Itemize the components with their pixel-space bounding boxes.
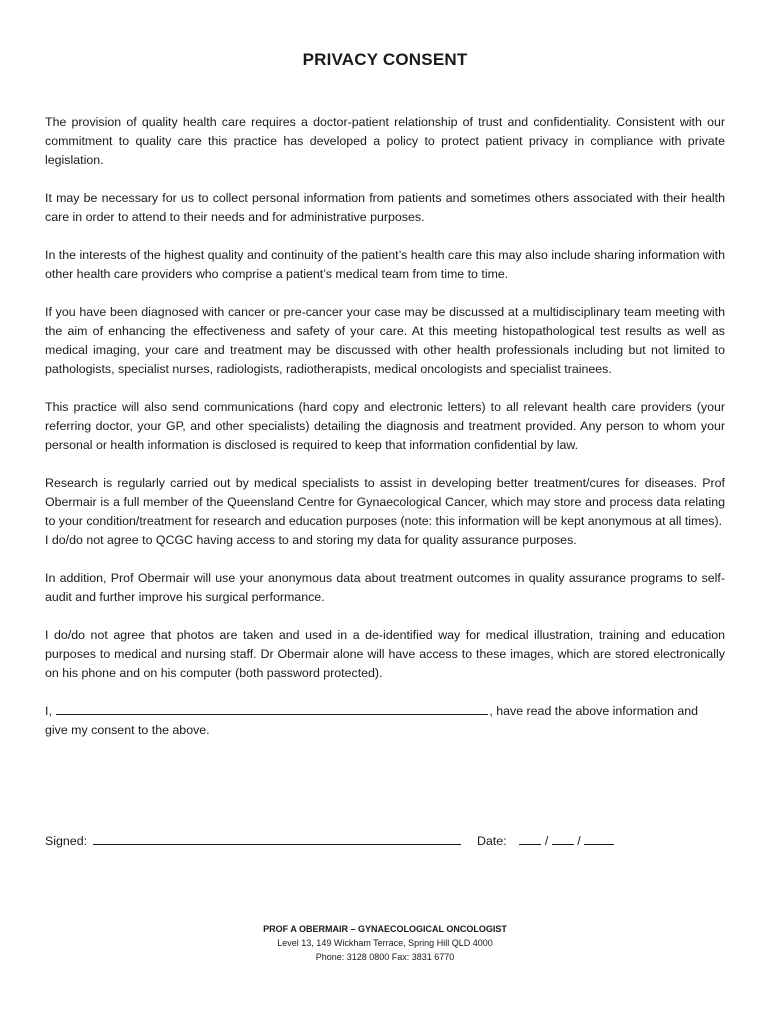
signed-label: Signed: <box>45 834 88 848</box>
signature-row <box>45 832 725 851</box>
footer-contact: Phone: 3128 0800 Fax: 3831 6770 <box>315 952 455 962</box>
consent-line-2: give my consent to the above. <box>45 723 210 737</box>
page-title: PRIVACY CONSENT <box>302 50 468 69</box>
paragraph-mdt-meeting: If you have been diagnosed with cancer or pre-cancer your case may be discussed at a multidisciplinary team meeting with the aim of enhancing the effectiveness and safety of your care. At this meeting histopathological test results as well as medical imaging, your care and treatment may be discussed with other health professionals including but not limited to pathologists, specialist nurses, radiologists, radiotherapists, medical oncologists and specialist trainees. <box>45 305 725 376</box>
paragraph-sharing: In the interests of the highest quality and continuity of the patient’s health care this may also include sharing information with other health care providers who comprise a patient’s medical team from time to time. <box>45 248 725 281</box>
paragraph-collection: It may be necessary for us to collect personal information from patients and sometimes others associated with their health care in order to attend to their needs and for administrative purposes. <box>45 191 725 224</box>
date-month-field[interactable] <box>552 832 574 845</box>
signature-field[interactable] <box>93 832 461 845</box>
date-day-field[interactable] <box>519 832 541 845</box>
paragraph-quality-assurance: In addition, Prof Obermair will use your anonymous data about treatment outcomes in quality assurance programs to self-audit and further improve his surgical performance. <box>45 571 725 604</box>
name-field[interactable] <box>56 702 488 715</box>
consent-statement <box>45 702 725 721</box>
consent-suffix: , have read the above information and <box>489 704 699 718</box>
paragraph-confidentiality: The provision of quality health care requires a doctor-patient relationship of trust and confidentiality. Consistent with our commitment to quality care this practice has developed a policy to protect patient privacy in compliance with private legislation. <box>45 115 725 167</box>
date-separator: / <box>544 834 549 848</box>
paragraph-qcgc-agreement: I do/do not agree to QCGC having access to and storing my data for quality assurance purposes. <box>45 533 577 547</box>
paragraph-research: Research is regularly carried out by medical specialists to assist in developing better treatment/cures for diseases. Prof Obermair is a full member of the Queensland Centre for Gynaecological Cancer, which may store and process data relating to your condition/treatment for research and education purposes (note: this information will be kept anonymous at all times). <box>45 476 725 528</box>
document-body <box>45 113 725 740</box>
footer-practitioner: PROF A OBERMAIR – GYNAECOLOGICAL ONCOLOGIST <box>263 924 507 934</box>
footer-address: Level 13, 149 Wickham Terrace, Spring Hill QLD 4000 <box>277 938 493 948</box>
date-label: Date: <box>476 834 507 848</box>
paragraph-communications: This practice will also send communications (hard copy and electronic letters) to all relevant health care providers (your referring doctor, your GP, and other specialists) detailing the diagnosis and treatment provided. Any person to whom your personal or health information is disclosed is required to keep that information confidential by law. <box>45 400 725 452</box>
footer <box>0 922 770 964</box>
consent-prefix: I, <box>45 704 52 718</box>
date-separator: / <box>577 834 581 848</box>
date-year-field[interactable] <box>584 832 614 845</box>
paragraph-photos: I do/do not agree that photos are taken and used in a de-identified way for medical illustration, training and education purposes to medical and nursing staff. Dr Obermair alone will have access to these images, which are stored electronically on his phone and on his computer (both password protected). <box>45 628 725 680</box>
